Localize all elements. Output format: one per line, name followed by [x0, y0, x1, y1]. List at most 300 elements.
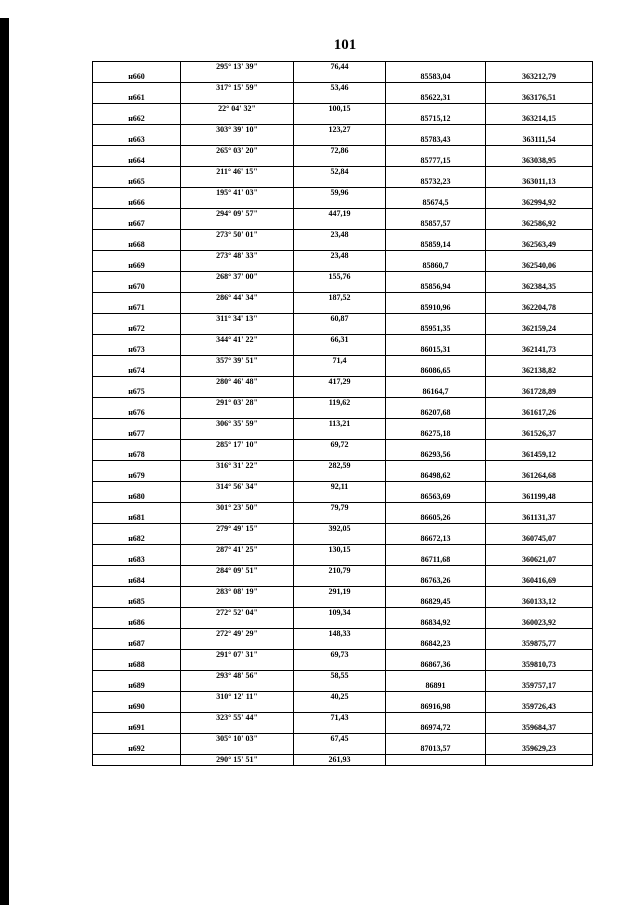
angle-cell: 301° 23' 50" [181, 503, 294, 514]
angle-cell [181, 660, 294, 671]
point-cell [93, 146, 181, 157]
x-cell: 85783,43 [386, 135, 486, 146]
x-cell: 85777,15 [386, 156, 486, 167]
x-cell [386, 251, 486, 262]
y-cell: 361617,26 [486, 408, 593, 419]
distance-cell [294, 135, 386, 146]
y-cell: 362138,82 [486, 366, 593, 377]
distance-cell [294, 219, 386, 230]
angle-cell [181, 597, 294, 608]
x-cell [386, 503, 486, 514]
x-cell: 86015,31 [386, 345, 486, 356]
x-cell: 85860,7 [386, 261, 486, 272]
table-row [93, 461, 593, 472]
distance-cell: 76,44 [294, 62, 386, 73]
table-row [93, 629, 593, 640]
y-cell [486, 62, 593, 73]
distance-cell [294, 681, 386, 692]
angle-cell [181, 156, 294, 167]
table-row [93, 93, 593, 104]
distance-cell [294, 345, 386, 356]
y-cell [486, 125, 593, 136]
distance-cell [294, 114, 386, 125]
point-cell [93, 440, 181, 451]
y-cell: 360023,92 [486, 618, 593, 629]
x-cell [386, 398, 486, 409]
table-row [93, 566, 593, 577]
x-cell: 86711,68 [386, 555, 486, 566]
angle-cell [181, 513, 294, 524]
table-row [93, 660, 593, 671]
point-cell [93, 650, 181, 661]
x-cell [386, 293, 486, 304]
x-cell: 86207,68 [386, 408, 486, 419]
distance-cell: 109,34 [294, 608, 386, 619]
table-row [93, 387, 593, 398]
distance-cell: 261,93 [294, 755, 386, 766]
point-cell [93, 230, 181, 241]
table-row [93, 198, 593, 209]
table-row [93, 303, 593, 314]
point-cell [93, 419, 181, 430]
distance-cell [294, 660, 386, 671]
x-cell: 85583,04 [386, 72, 486, 83]
point-cell [93, 482, 181, 493]
y-cell [486, 692, 593, 703]
distance-cell: 92,11 [294, 482, 386, 493]
x-cell [386, 419, 486, 430]
x-cell: 85715,12 [386, 114, 486, 125]
table-row [93, 723, 593, 734]
distance-cell [294, 72, 386, 83]
point-cell [93, 356, 181, 367]
distance-cell: 447,19 [294, 209, 386, 220]
distance-cell [294, 366, 386, 377]
distance-cell: 282,59 [294, 461, 386, 472]
table-row [93, 366, 593, 377]
angle-cell [181, 240, 294, 251]
y-cell: 362204,78 [486, 303, 593, 314]
y-cell: 360621,07 [486, 555, 593, 566]
table-row [93, 513, 593, 524]
y-cell: 361199,48 [486, 492, 593, 503]
distance-cell [294, 702, 386, 713]
angle-cell: 305° 10' 03" [181, 734, 294, 745]
table-row [93, 356, 593, 367]
distance-cell: 417,29 [294, 377, 386, 388]
point-cell: н664 [93, 156, 181, 167]
x-cell: 85856,94 [386, 282, 486, 293]
x-cell [386, 125, 486, 136]
distance-cell: 72,86 [294, 146, 386, 157]
x-cell: 86672,13 [386, 534, 486, 545]
distance-cell: 67,45 [294, 734, 386, 745]
y-cell [486, 650, 593, 661]
table-row [93, 713, 593, 724]
angle-cell [181, 492, 294, 503]
point-cell: н686 [93, 618, 181, 629]
y-cell [486, 419, 593, 430]
table-row [93, 471, 593, 482]
y-cell: 359684,37 [486, 723, 593, 734]
point-cell [93, 62, 181, 73]
distance-cell: 71,4 [294, 356, 386, 367]
point-cell [93, 734, 181, 745]
y-cell [486, 272, 593, 283]
scan-edge-bar [0, 18, 9, 905]
distance-cell [294, 723, 386, 734]
y-cell: 362141,73 [486, 345, 593, 356]
table-row [93, 503, 593, 514]
y-cell: 362384,35 [486, 282, 593, 293]
y-cell: 362159,24 [486, 324, 593, 335]
y-cell [486, 230, 593, 241]
angle-cell: 273° 48' 33" [181, 251, 294, 262]
angle-cell: 344° 41' 22" [181, 335, 294, 346]
y-cell: 362586,92 [486, 219, 593, 230]
x-cell: 86842,23 [386, 639, 486, 650]
point-cell: н690 [93, 702, 181, 713]
point-cell: н665 [93, 177, 181, 188]
point-cell [93, 461, 181, 472]
point-cell [93, 503, 181, 514]
angle-cell: 268° 37' 00" [181, 272, 294, 283]
x-cell [386, 335, 486, 346]
point-cell: н681 [93, 513, 181, 524]
table-row [93, 587, 593, 598]
distance-cell: 113,21 [294, 419, 386, 430]
table-row [93, 230, 593, 241]
table-row [93, 135, 593, 146]
y-cell: 361728,89 [486, 387, 593, 398]
distance-cell: 23,48 [294, 230, 386, 241]
angle-cell [181, 345, 294, 356]
point-cell: н682 [93, 534, 181, 545]
distance-cell [294, 156, 386, 167]
table-row [93, 293, 593, 304]
table-row [93, 335, 593, 346]
y-cell: 361264,68 [486, 471, 593, 482]
point-cell [93, 755, 181, 766]
y-cell [486, 83, 593, 94]
x-cell: 86974,72 [386, 723, 486, 734]
y-cell: 363214,15 [486, 114, 593, 125]
distance-cell [294, 576, 386, 587]
point-cell: н670 [93, 282, 181, 293]
distance-cell: 23,48 [294, 251, 386, 262]
y-cell: 359629,23 [486, 744, 593, 755]
distance-cell [294, 303, 386, 314]
point-cell [93, 125, 181, 136]
table-row [93, 524, 593, 535]
table-row [93, 692, 593, 703]
table-row [93, 440, 593, 451]
y-cell: 362563,49 [486, 240, 593, 251]
point-cell: н680 [93, 492, 181, 503]
point-cell [93, 545, 181, 556]
point-cell: н675 [93, 387, 181, 398]
angle-cell: 314° 56' 34" [181, 482, 294, 493]
point-cell [93, 188, 181, 199]
distance-cell [294, 492, 386, 503]
x-cell: 87013,57 [386, 744, 486, 755]
table-row [93, 398, 593, 409]
point-cell: н662 [93, 114, 181, 125]
x-cell: 86867,36 [386, 660, 486, 671]
angle-cell: 294° 09' 57" [181, 209, 294, 220]
table-row [93, 377, 593, 388]
y-cell: 360745,07 [486, 534, 593, 545]
table-row [93, 576, 593, 587]
distance-cell [294, 177, 386, 188]
table-row [93, 482, 593, 493]
table-row [93, 671, 593, 682]
angle-cell: 291° 07' 31" [181, 650, 294, 661]
x-cell: 86164,7 [386, 387, 486, 398]
angle-cell: 272° 52' 04" [181, 608, 294, 619]
angle-cell: 323° 55' 44" [181, 713, 294, 724]
table-row [93, 209, 593, 220]
angle-cell [181, 72, 294, 83]
distance-cell [294, 282, 386, 293]
y-cell: 359726,43 [486, 702, 593, 713]
y-cell [486, 398, 593, 409]
point-cell: н669 [93, 261, 181, 272]
y-cell [486, 293, 593, 304]
y-cell: 363176,51 [486, 93, 593, 104]
angle-cell: 283° 08' 19" [181, 587, 294, 598]
x-cell [386, 461, 486, 472]
y-cell [486, 545, 593, 556]
x-cell [386, 356, 486, 367]
x-cell: 86763,26 [386, 576, 486, 587]
y-cell: 359875,77 [486, 639, 593, 650]
table-row [93, 408, 593, 419]
table-row [93, 219, 593, 230]
x-cell: 86891 [386, 681, 486, 692]
distance-cell: 148,33 [294, 629, 386, 640]
y-cell: 361459,12 [486, 450, 593, 461]
angle-cell [181, 723, 294, 734]
distance-cell [294, 198, 386, 209]
point-cell: н660 [93, 72, 181, 83]
x-cell [386, 167, 486, 178]
table-row [93, 755, 593, 766]
table-row [93, 545, 593, 556]
angle-cell [181, 198, 294, 209]
point-cell [93, 314, 181, 325]
point-cell [93, 293, 181, 304]
x-cell: 85910,96 [386, 303, 486, 314]
x-cell [386, 629, 486, 640]
point-cell [93, 335, 181, 346]
point-cell: н689 [93, 681, 181, 692]
angle-cell: 303° 39' 10" [181, 125, 294, 136]
angle-cell [181, 177, 294, 188]
table-row [93, 492, 593, 503]
y-cell [486, 335, 593, 346]
table-row [93, 240, 593, 251]
point-cell [93, 587, 181, 598]
x-cell: 85857,57 [386, 219, 486, 230]
table-row [93, 125, 593, 136]
y-cell: 362540,06 [486, 261, 593, 272]
y-cell [486, 755, 593, 766]
y-cell [486, 461, 593, 472]
angle-cell: 286° 44' 34" [181, 293, 294, 304]
point-cell [93, 251, 181, 262]
x-cell: 86563,69 [386, 492, 486, 503]
angle-cell [181, 282, 294, 293]
table-row [93, 429, 593, 440]
point-cell: н667 [93, 219, 181, 230]
distance-cell [294, 408, 386, 419]
angle-cell: 290° 15' 51" [181, 755, 294, 766]
table-row [93, 104, 593, 115]
x-cell: 86829,45 [386, 597, 486, 608]
point-cell: н677 [93, 429, 181, 440]
x-cell: 86916,98 [386, 702, 486, 713]
point-cell: н673 [93, 345, 181, 356]
distance-cell: 59,96 [294, 188, 386, 199]
point-cell: н683 [93, 555, 181, 566]
point-cell [93, 713, 181, 724]
distance-cell: 60,87 [294, 314, 386, 325]
x-cell: 86605,26 [386, 513, 486, 524]
x-cell: 85859,14 [386, 240, 486, 251]
point-cell: н676 [93, 408, 181, 419]
x-cell [386, 230, 486, 241]
table-row [93, 314, 593, 325]
distance-cell: 123,27 [294, 125, 386, 136]
distance-cell: 52,84 [294, 167, 386, 178]
point-cell [93, 377, 181, 388]
angle-cell: 285° 17' 10" [181, 440, 294, 451]
y-cell: 360133,12 [486, 597, 593, 608]
x-cell [386, 566, 486, 577]
point-cell: н674 [93, 366, 181, 377]
point-cell: н687 [93, 639, 181, 650]
distance-cell: 79,79 [294, 503, 386, 514]
y-cell [486, 314, 593, 325]
angle-cell [181, 93, 294, 104]
y-cell [486, 209, 593, 220]
table-row [93, 261, 593, 272]
x-cell [386, 671, 486, 682]
page-number: 101 [333, 37, 357, 53]
y-cell [486, 188, 593, 199]
table-row [93, 167, 593, 178]
angle-cell: 211° 46' 15" [181, 167, 294, 178]
point-cell [93, 83, 181, 94]
distance-cell [294, 513, 386, 524]
angle-cell: 22° 04' 32" [181, 104, 294, 115]
y-cell: 361131,37 [486, 513, 593, 524]
table-row [93, 188, 593, 199]
x-cell [386, 524, 486, 535]
distance-cell [294, 429, 386, 440]
x-cell [386, 755, 486, 766]
table-row [93, 597, 593, 608]
y-cell [486, 104, 593, 115]
table-row [93, 272, 593, 283]
angle-cell [181, 702, 294, 713]
point-cell [93, 524, 181, 535]
angle-cell [181, 408, 294, 419]
distance-cell [294, 618, 386, 629]
x-cell [386, 608, 486, 619]
table-row [93, 450, 593, 461]
angle-cell [181, 135, 294, 146]
y-cell [486, 356, 593, 367]
distance-cell: 130,15 [294, 545, 386, 556]
angle-cell [181, 450, 294, 461]
table-row [93, 72, 593, 83]
x-cell [386, 272, 486, 283]
x-cell: 85622,31 [386, 93, 486, 104]
point-cell: н663 [93, 135, 181, 146]
point-cell: н672 [93, 324, 181, 335]
table-row [93, 734, 593, 745]
distance-cell [294, 387, 386, 398]
y-cell [486, 482, 593, 493]
x-cell [386, 209, 486, 220]
distance-cell [294, 744, 386, 755]
x-cell [386, 692, 486, 703]
x-cell: 86293,56 [386, 450, 486, 461]
table-row [93, 702, 593, 713]
y-cell [486, 608, 593, 619]
table-row [93, 639, 593, 650]
x-cell [386, 545, 486, 556]
angle-cell: 317° 15' 59" [181, 83, 294, 94]
y-cell: 360416,69 [486, 576, 593, 587]
point-cell [93, 398, 181, 409]
distance-cell: 210,79 [294, 566, 386, 577]
angle-cell [181, 387, 294, 398]
angle-cell [181, 303, 294, 314]
y-cell [486, 251, 593, 262]
y-cell [486, 377, 593, 388]
x-cell [386, 62, 486, 73]
angle-cell [181, 618, 294, 629]
point-cell: н688 [93, 660, 181, 671]
x-cell [386, 83, 486, 94]
coordinates-table-body [93, 62, 593, 766]
point-cell [93, 104, 181, 115]
angle-cell: 279° 49' 15" [181, 524, 294, 535]
y-cell [486, 503, 593, 514]
distance-cell [294, 639, 386, 650]
x-cell [386, 104, 486, 115]
table-row [93, 146, 593, 157]
angle-cell: 306° 35' 59" [181, 419, 294, 430]
y-cell [486, 671, 593, 682]
distance-cell [294, 240, 386, 251]
angle-cell [181, 576, 294, 587]
angle-cell: 195° 41' 03" [181, 188, 294, 199]
y-cell: 359810,73 [486, 660, 593, 671]
table-row [93, 555, 593, 566]
point-cell: н671 [93, 303, 181, 314]
distance-cell: 58,55 [294, 671, 386, 682]
point-cell [93, 566, 181, 577]
angle-cell: 273° 50' 01" [181, 230, 294, 241]
distance-cell: 69,73 [294, 650, 386, 661]
point-cell: н691 [93, 723, 181, 734]
angle-cell: 272° 49' 29" [181, 629, 294, 640]
distance-cell: 392,05 [294, 524, 386, 535]
